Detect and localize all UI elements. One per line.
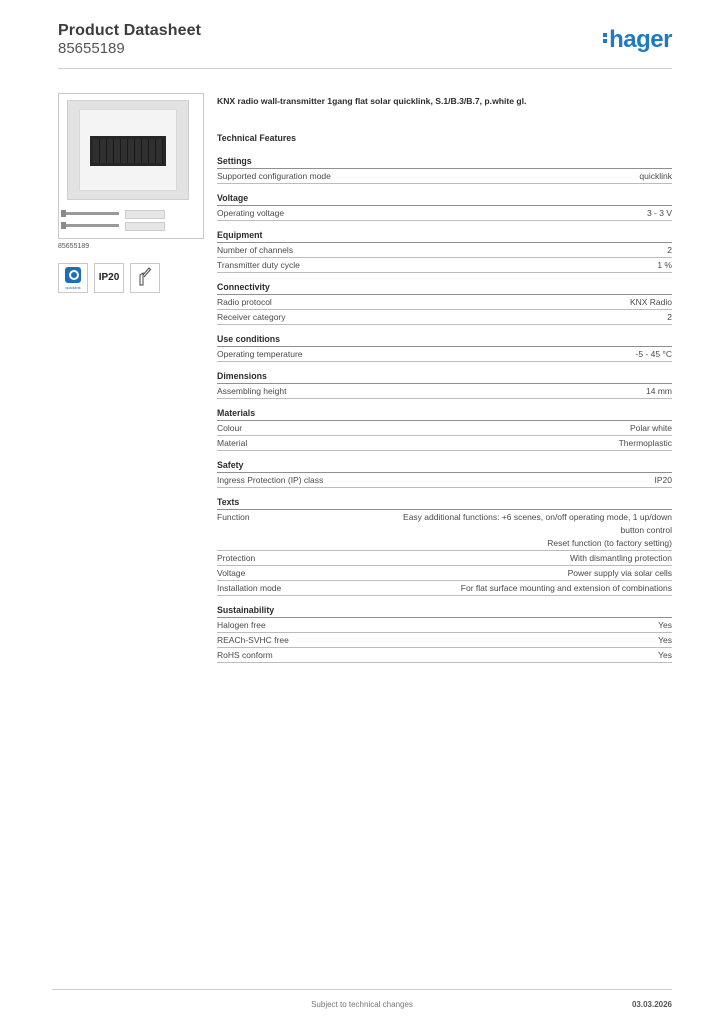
section-texts bbox=[217, 496, 672, 596]
technical-features-title: Technical Features bbox=[217, 133, 297, 143]
section-safety bbox=[217, 459, 672, 488]
main-content bbox=[217, 96, 672, 671]
footer-date: 03.03.2026 bbox=[631, 1000, 672, 1009]
row-value: For flat surface mounting and extension of combinations bbox=[460, 583, 672, 593]
table-row bbox=[217, 295, 672, 310]
value-line: Reset function (to factory setting) bbox=[547, 538, 672, 548]
row-value: Polar white bbox=[629, 423, 672, 433]
row-value: 2 bbox=[667, 312, 672, 322]
section-settings bbox=[217, 155, 672, 184]
screw-icon bbox=[65, 224, 119, 227]
section-equipment bbox=[217, 229, 672, 273]
row-value: 1 % bbox=[657, 260, 672, 270]
image-caption: 85655189 bbox=[58, 243, 90, 250]
table-row bbox=[217, 436, 672, 451]
row-label: Assembling height bbox=[217, 386, 287, 396]
screw-icon bbox=[65, 212, 119, 215]
row-label: Material bbox=[217, 438, 248, 448]
quicklink-label: quicklink bbox=[65, 285, 81, 290]
row-label: REACh-SVHC free bbox=[217, 635, 289, 645]
row-label: Protection bbox=[217, 553, 256, 563]
row-label: Operating temperature bbox=[217, 349, 303, 359]
logo-dots-icon bbox=[603, 31, 607, 45]
tool-icon bbox=[130, 263, 160, 293]
logo-text: hager bbox=[609, 26, 672, 53]
row-value: quicklink bbox=[639, 171, 672, 181]
row-label: Function bbox=[217, 512, 250, 522]
table-row bbox=[217, 581, 672, 596]
value-line: Easy additional functions: +6 scenes, on/off operating mode, 1 up/down bbox=[403, 512, 672, 522]
product-frame bbox=[67, 100, 189, 200]
section-title: Sustainability bbox=[217, 604, 672, 618]
section-title: Safety bbox=[217, 459, 672, 473]
product-plate bbox=[79, 109, 177, 191]
dowel-icon bbox=[125, 210, 165, 219]
value-line: button control bbox=[620, 525, 672, 535]
section-title: Voltage bbox=[217, 192, 672, 206]
row-label: Halogen free bbox=[217, 620, 266, 630]
dowel-icon bbox=[125, 222, 165, 231]
row-label: Ingress Protection (IP) class bbox=[217, 475, 324, 485]
row-value: 14 mm bbox=[646, 386, 672, 396]
footer-note: Subject to technical changes bbox=[311, 1000, 413, 1009]
row-label: Number of channels bbox=[217, 245, 294, 255]
section-title: Settings bbox=[217, 155, 672, 169]
table-row bbox=[217, 618, 672, 633]
row-value: Thermoplastic bbox=[618, 438, 672, 448]
section-sustainability bbox=[217, 604, 672, 663]
section-voltage bbox=[217, 192, 672, 221]
row-label: Colour bbox=[217, 423, 243, 433]
table-row bbox=[217, 473, 672, 488]
table-row bbox=[217, 633, 672, 648]
section-use-conditions bbox=[217, 333, 672, 362]
row-value: Power supply via solar cells bbox=[567, 568, 672, 578]
section-title: Dimensions bbox=[217, 370, 672, 384]
section-title: Connectivity bbox=[217, 281, 672, 295]
hager-logo bbox=[603, 26, 672, 54]
table-row bbox=[217, 384, 672, 399]
row-value bbox=[357, 511, 672, 550]
doc-number: 85655189 bbox=[58, 40, 125, 57]
row-label: Supported configuration mode bbox=[217, 171, 331, 181]
table-row bbox=[217, 510, 672, 551]
table-row bbox=[217, 421, 672, 436]
section-title: Materials bbox=[217, 407, 672, 421]
row-value: With dismantling protection bbox=[569, 553, 672, 563]
row-value: KNX Radio bbox=[629, 297, 672, 307]
table-row bbox=[217, 551, 672, 566]
page-header bbox=[58, 20, 672, 69]
row-value: Yes bbox=[658, 635, 672, 645]
product-description: KNX radio wall-transmitter 1gang flat solar quicklink, S.1/B.3/B.7, p.white gl. bbox=[217, 96, 527, 106]
row-value: -5 - 45 °C bbox=[635, 349, 672, 359]
table-row bbox=[217, 243, 672, 258]
row-label: Radio protocol bbox=[217, 297, 272, 307]
ip20-icon: IP20 bbox=[94, 263, 124, 293]
doc-title: Product Datasheet bbox=[58, 22, 202, 39]
section-title: Equipment bbox=[217, 229, 672, 243]
row-label: Installation mode bbox=[217, 583, 282, 593]
table-row bbox=[217, 310, 672, 325]
row-label: Transmitter duty cycle bbox=[217, 260, 300, 270]
section-connectivity bbox=[217, 281, 672, 325]
table-row bbox=[217, 206, 672, 221]
table-row bbox=[217, 566, 672, 581]
row-value: IP20 bbox=[654, 475, 672, 485]
quicklink-icon bbox=[58, 263, 88, 293]
section-title: Texts bbox=[217, 496, 672, 510]
table-row bbox=[217, 169, 672, 184]
row-label: Receiver category bbox=[217, 312, 286, 322]
row-value: Yes bbox=[658, 650, 672, 660]
table-row bbox=[217, 258, 672, 273]
row-label: RoHS conform bbox=[217, 650, 273, 660]
section-title: Use conditions bbox=[217, 333, 672, 347]
table-row bbox=[217, 347, 672, 362]
row-value: 3 - 3 V bbox=[646, 208, 672, 218]
page-footer bbox=[52, 989, 672, 1009]
row-label: Operating voltage bbox=[217, 208, 285, 218]
row-label: Voltage bbox=[217, 568, 246, 578]
section-dimensions bbox=[217, 370, 672, 399]
row-value: 2 bbox=[667, 245, 672, 255]
table-row bbox=[217, 648, 672, 663]
section-materials bbox=[217, 407, 672, 451]
product-image bbox=[58, 93, 204, 239]
row-value: Yes bbox=[658, 620, 672, 630]
solar-panel bbox=[90, 136, 166, 166]
